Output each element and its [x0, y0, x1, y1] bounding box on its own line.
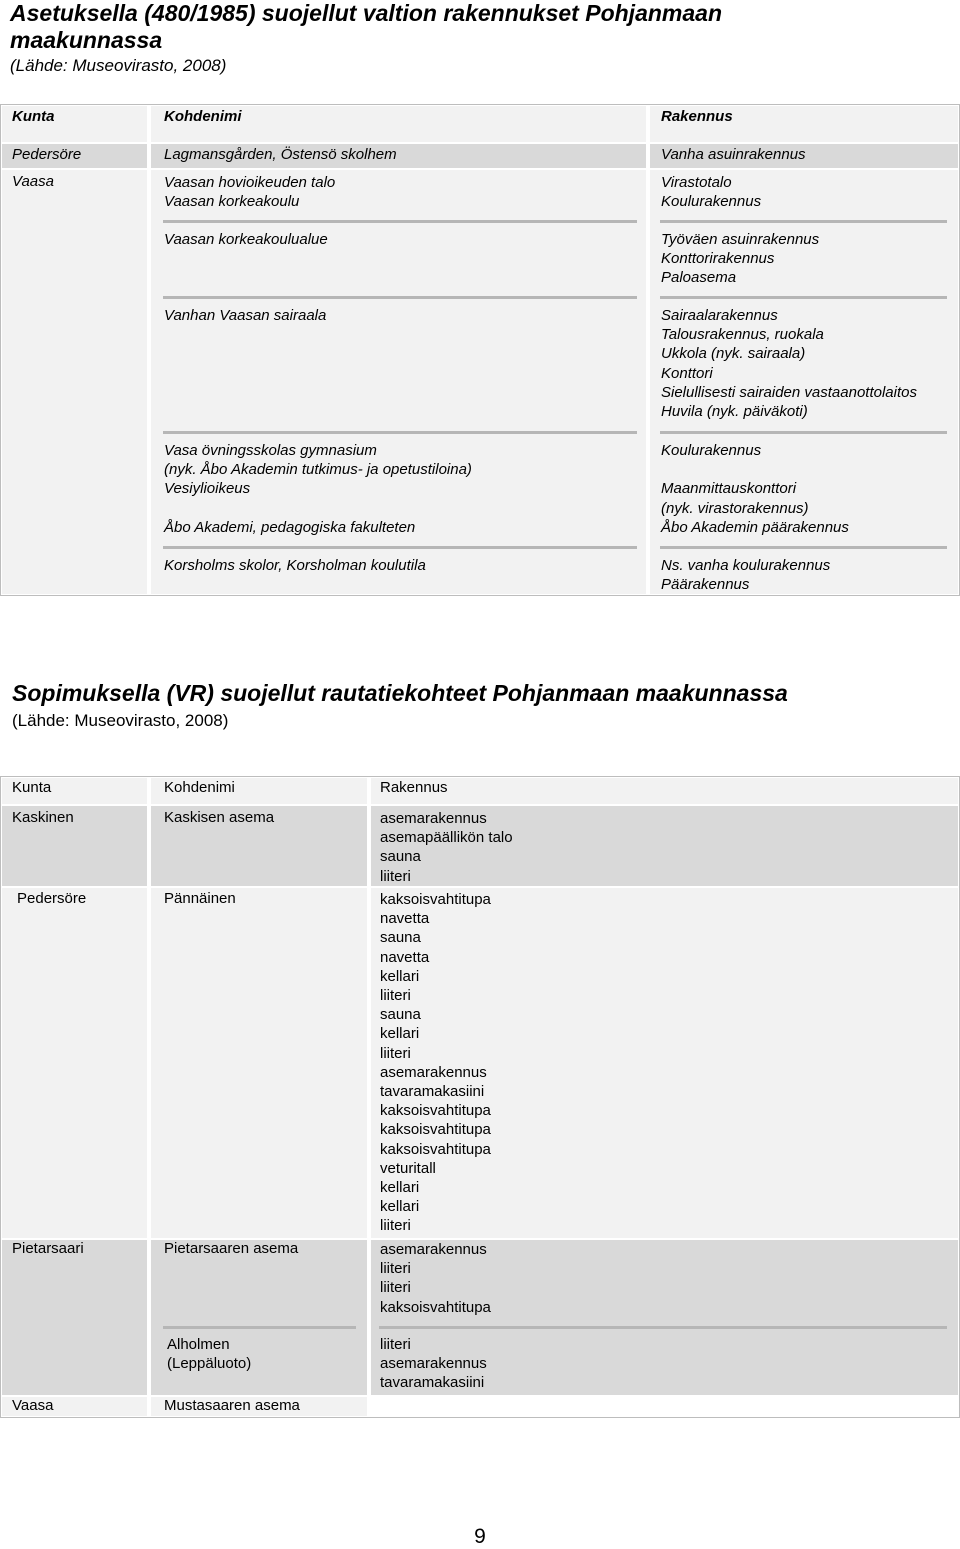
divider [163, 296, 637, 299]
kohde-group [164, 230, 328, 249]
rakennus-group [661, 441, 849, 537]
rakennus-line: kellari [380, 1198, 420, 1216]
divider [163, 431, 637, 434]
page-title-1: Asetuksella (480/1985) suojellut valtion rakennukset Pohjanmaan maakunnassa [10, 0, 722, 53]
kunta-cell: Vaasa [12, 173, 54, 190]
table-row [2, 888, 147, 1238]
rakennus-line: kellari [380, 1025, 420, 1043]
rakennus-line: Talousrakennus, ruokala [661, 326, 824, 344]
rakennus-list [380, 809, 513, 886]
rakennus-line: Työväen asuinrakennus [661, 231, 820, 248]
divider [163, 220, 637, 223]
rakennus-group [661, 306, 917, 421]
page-title-2: Sopimuksella (VR) suojellut rautatiekohteet Pohjanmaan maakunnassa [12, 680, 788, 706]
col-header-kunta: Kunta [12, 779, 52, 796]
table-row [2, 1240, 147, 1395]
rakennus-line: asemarakennus [380, 1355, 487, 1373]
rakennus-line: Huvila (nyk. päiväkoti) [661, 403, 808, 421]
rakennus-line: (nyk. virastorakennus) [661, 499, 809, 517]
rakennus-line: Åbo Akademin päärakennus [661, 518, 849, 536]
kohde-cell: Mustasaaren asema [164, 1397, 300, 1414]
col-header-kunta: Kunta [12, 108, 55, 125]
kohde-line: Vesiylioikeus [164, 480, 251, 498]
rakennus-line: kaksoisvahtitupa [380, 1140, 491, 1158]
rakennus-line: tavaramakasiini [380, 1374, 485, 1392]
divider [379, 1326, 947, 1329]
divider [660, 296, 947, 299]
rakennus-line: asemarakennus [380, 810, 487, 827]
rakennus-group [661, 230, 819, 288]
rakennus-line: Sairaalarakennus [661, 307, 778, 324]
kunta-cell: Pedersöre [17, 890, 87, 907]
rakennus-line: sauna [380, 1006, 421, 1024]
col-header-kohdenimi: Kohdenimi [164, 108, 242, 125]
rakennus-line: liiteri [380, 1260, 411, 1278]
kohde-cell: Pännäinen [164, 890, 236, 907]
kohde-line: Vaasan korkeakoulu [164, 193, 300, 211]
rakennus-line: liiteri [380, 867, 411, 885]
rakennus-line: navetta [380, 910, 430, 928]
rakennus-line: liiteri [380, 1279, 411, 1297]
rakennus-cell: Vanha asuinrakennus [661, 146, 806, 163]
rakennus-line: Päärakennus [661, 576, 750, 594]
kohde-line: (nyk. Åbo Akademin tutkimus- ja opetustiloina) [164, 461, 472, 479]
rakennus-line: tavaramakasiini [380, 1083, 485, 1101]
rakennus-line: liiteri [380, 1044, 411, 1062]
kohde-cell: Lagmansgården, Östensö skolhem [164, 146, 397, 163]
rakennus-line: navetta [380, 948, 430, 966]
rakennus-line: kaksoisvahtitupa [380, 1121, 491, 1139]
kohde-line: Vaasan hovioikeuden talo [164, 174, 336, 191]
source-note-2: (Lähde: Museovirasto, 2008) [12, 711, 229, 730]
col-header-rakennus: Rakennus [661, 108, 733, 125]
kunta-cell: Kaskinen [12, 809, 74, 826]
kohde-line: Åbo Akademi, pedagogiska fakulteten [164, 518, 416, 536]
rakennus-line: Maanmittauskonttori [661, 480, 797, 498]
rakennus-line: liiteri [380, 1217, 411, 1235]
kunta-cell: Vaasa [12, 1397, 54, 1414]
kohde-line: Vasa övningsskolas gymnasium [164, 442, 377, 459]
rakennus-line [661, 460, 849, 479]
rakennus-line: Sielullisesti sairaiden vastaanottolaitos [661, 383, 917, 401]
divider [660, 546, 947, 549]
rakennus-line: liiteri [380, 1336, 411, 1353]
rakennus-line: asemarakennus [380, 1063, 487, 1081]
kohde-group [164, 306, 326, 325]
rakennus-line: Konttorirakennus [661, 250, 775, 268]
divider [660, 220, 947, 223]
col-header-rakennus: Rakennus [380, 779, 448, 796]
rakennus-line: kellari [380, 1179, 420, 1197]
kunta-cell: Pedersöre [12, 146, 82, 163]
page-number: 9 [474, 1525, 486, 1548]
rakennus-line: sauna [380, 929, 421, 947]
rakennus-line: Virastotalo [661, 174, 732, 191]
table-row [2, 170, 147, 594]
divider [163, 1326, 356, 1329]
kohde-line: Alholmen [167, 1336, 230, 1353]
kohde-line: (Leppäluoto) [167, 1355, 252, 1373]
kohde-line: Vanhan Vaasan sairaala [164, 307, 327, 324]
kohde-cell [167, 1335, 251, 1373]
table-2-header-cell [371, 778, 958, 804]
rakennus-line: sauna [380, 848, 421, 866]
rakennus-line: asemarakennus [380, 1241, 487, 1258]
rakennus-line: Ns. vanha koulurakennus [661, 557, 831, 574]
table-row [151, 888, 367, 1238]
source-note-1: (Lähde: Museovirasto, 2008) [10, 56, 227, 75]
kohde-line: Korsholms skolor, Korsholman koulutila [164, 557, 426, 574]
rakennus-line: liiteri [380, 987, 411, 1005]
rakennus-line: Paloasema [661, 269, 737, 287]
kohde-line: Vaasan korkeakoulualue [164, 231, 328, 248]
rakennus-line: kaksoisvahtitupa [380, 891, 491, 908]
kunta-cell: Pietarsaari [12, 1240, 84, 1257]
rakennus-line: kaksoisvahtitupa [380, 1102, 491, 1120]
kohde-cell: Pietarsaaren asema [164, 1240, 299, 1257]
kohde-line [164, 499, 472, 518]
kohde-cell: Kaskisen asema [164, 809, 275, 826]
rakennus-line: Koulurakennus [661, 442, 762, 459]
rakennus-group [661, 556, 830, 594]
rakennus-line: kaksoisvahtitupa [380, 1298, 491, 1316]
rakennus-line: Konttori [661, 364, 713, 382]
col-header-kohdenimi: Kohdenimi [164, 779, 235, 796]
kohde-group [164, 173, 335, 211]
rakennus-line: kellari [380, 967, 420, 985]
rakennus-list [380, 890, 491, 1236]
rakennus-line: veturitall [380, 1159, 436, 1177]
divider [163, 546, 637, 549]
rakennus-line: asemapäällikön talo [380, 829, 513, 847]
kohde-group [164, 441, 472, 537]
rakennus-line: Ukkola (nyk. sairaala) [661, 345, 806, 363]
divider [660, 431, 947, 434]
rakennus-list [380, 1240, 491, 1317]
rakennus-line: Koulurakennus [661, 193, 762, 211]
kohde-group [164, 556, 426, 575]
rakennus-list [380, 1335, 487, 1393]
rakennus-group [661, 173, 761, 211]
